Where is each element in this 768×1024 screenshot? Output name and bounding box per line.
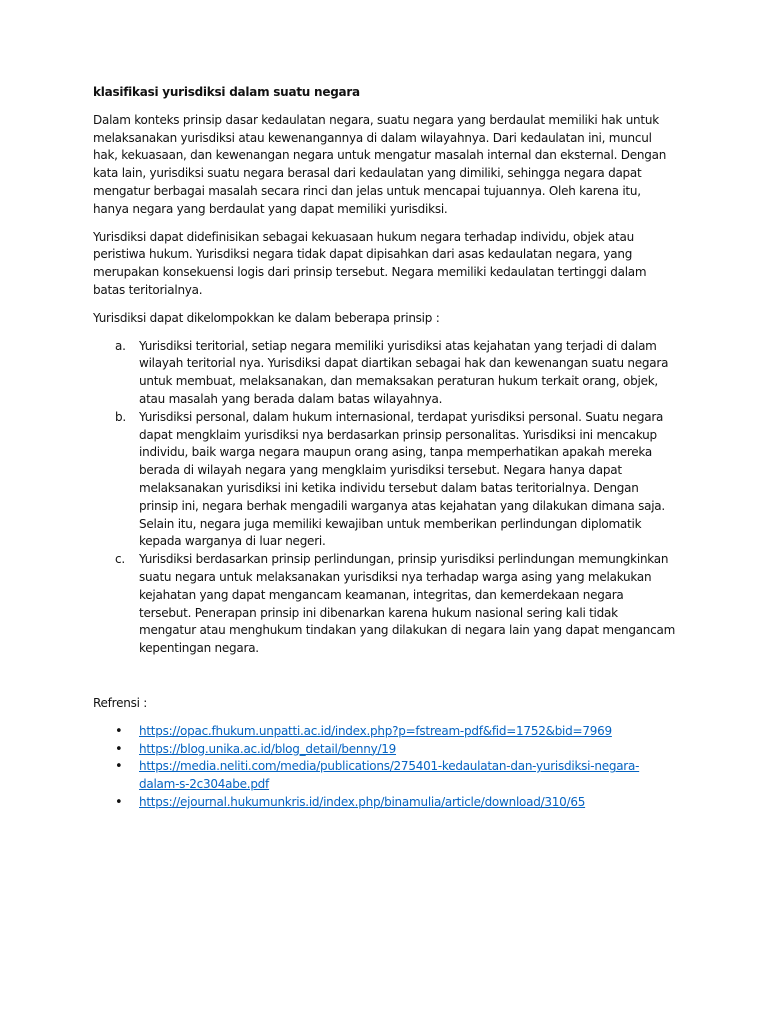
principle-item-personal: [93, 409, 678, 551]
paragraph-principles-intro: Yurisdiksi dapat dikelompokkan ke dalam beberapa prinsip :: [93, 310, 440, 325]
references-list: [93, 723, 678, 812]
principle-text: Yurisdiksi teritorial, setiap negara memiliki yurisdiksi atas kejahatan yang terjadi di dalam wilayah teritorial nya. Yurisdiksi dapat diartikan sebagai hak dan kewenangan suatu negara untuk membuat, melaksanakan, dan memaksakan peraturan hukum terkait orang, objek, atau masalah yang berada dalam batas wilayahnya.: [139, 338, 669, 406]
reference-link[interactable]: https://blog.unika.ac.id/blog_detail/benny/19: [139, 741, 397, 756]
bullet-icon: •: [115, 794, 123, 810]
reference-link[interactable]: https://opac.fhukum.unpatti.ac.id/index.php?p=fstream-pdf&fid=1752&bid=7969: [139, 723, 612, 738]
document-page: [93, 84, 678, 812]
list-marker: c.: [115, 552, 125, 567]
reference-link[interactable]: https://ejournal.hukumunkris.id/index.php/binamulia/article/download/310/65: [139, 794, 586, 809]
bullet-icon: •: [115, 723, 123, 739]
reference-link[interactable]: https://media.neliti.com/media/publications/275401-kedaulatan-dan-yurisdiksi-negara-dalam-s-2c304abe.pdf: [139, 759, 640, 792]
blank-space: [93, 658, 678, 695]
reference-item: [93, 741, 678, 759]
reference-item: [93, 723, 678, 741]
paragraph-definition: Yurisdiksi dapat didefinisikan sebagai kekuasaan hukum negara terhadap individu, objek atau peristiwa hukum. Yurisdiksi negara tidak dapat dipisahkan dari asas kedaulatan negara, yang merupakan konsekuensi logis dari prinsip tersebut. Negara memiliki kedaulatan tertinggi dalam batas teritorialnya.: [93, 229, 647, 297]
principle-item-protection: [93, 551, 678, 658]
list-marker: a.: [115, 338, 126, 353]
principle-item-territorial: [93, 338, 678, 409]
bullet-icon: •: [115, 759, 123, 775]
list-marker: b.: [115, 409, 126, 424]
principle-text: Yurisdiksi berdasarkan prinsip perlindungan, prinsip yurisdiksi perlindungan memungkinkan suatu negara untuk melaksanakan yurisdiksi nya terhadap warga asing yang melakukan kejahatan yang dapat mengancam keamanan, integritas, dan kemerdekaan negara tersebut. Penerapan prinsip ini dibenarkan karena hukum nasional sering kali tidak mengatur atau menghukum tindakan yang dilakukan di negara lain yang dapat mengancam kepentingan negara.: [139, 552, 676, 656]
reference-item: [93, 794, 678, 812]
paragraph-sovereignty: Dalam konteks prinsip dasar kedaulatan negara, suatu negara yang berdaulat memiliki hak untuk melaksanakan yurisdiksi atau kewenangannya di dalam wilayahnya. Dari kedaulatan ini, muncul hak, kekuasaan, dan kewenangan negara untuk mengatur masalah internal dan eksternal. Dengan kata lain, yurisdiksi suatu negara berasal dari kedaulatan yang dimiliki, sehingga negara dapat mengatur berbagai masalah secara rinci dan jelas untuk mencapai tujuannya. Oleh karena itu, hanya negara yang berdaulat yang dapat memiliki yurisdiksi.: [93, 112, 667, 216]
principles-list: [93, 338, 678, 658]
reference-item: [93, 758, 678, 794]
references-label: Refrensi :: [93, 695, 148, 710]
document-title: klasifikasi yurisdiksi dalam suatu negara: [93, 85, 360, 99]
bullet-icon: •: [115, 741, 123, 757]
principle-text: Yurisdiksi personal, dalam hukum internasional, terdapat yurisdiksi personal. Suatu negara dapat mengklaim yurisdiksi nya berdasarkan prinsip personalitas. Yurisdiksi ini mencakup individu, baik warga negara maupun orang asing, tanpa memperhatikan apakah mereka berada di wilayah negara yang mengklaim yurisdiksi tersebut. Negara hanya dapat melaksanakan yurisdiksi ini ketika individu tersebut dalam batas teritorialnya. Dengan prinsip ini, negara berhak mengadili warganya atas kejahatan yang dilakukan dimana saja. Selain itu, negara juga memiliki kewajiban untuk memberikan perlindungan diplomatik kepada warganya di luar negeri.: [139, 409, 665, 549]
